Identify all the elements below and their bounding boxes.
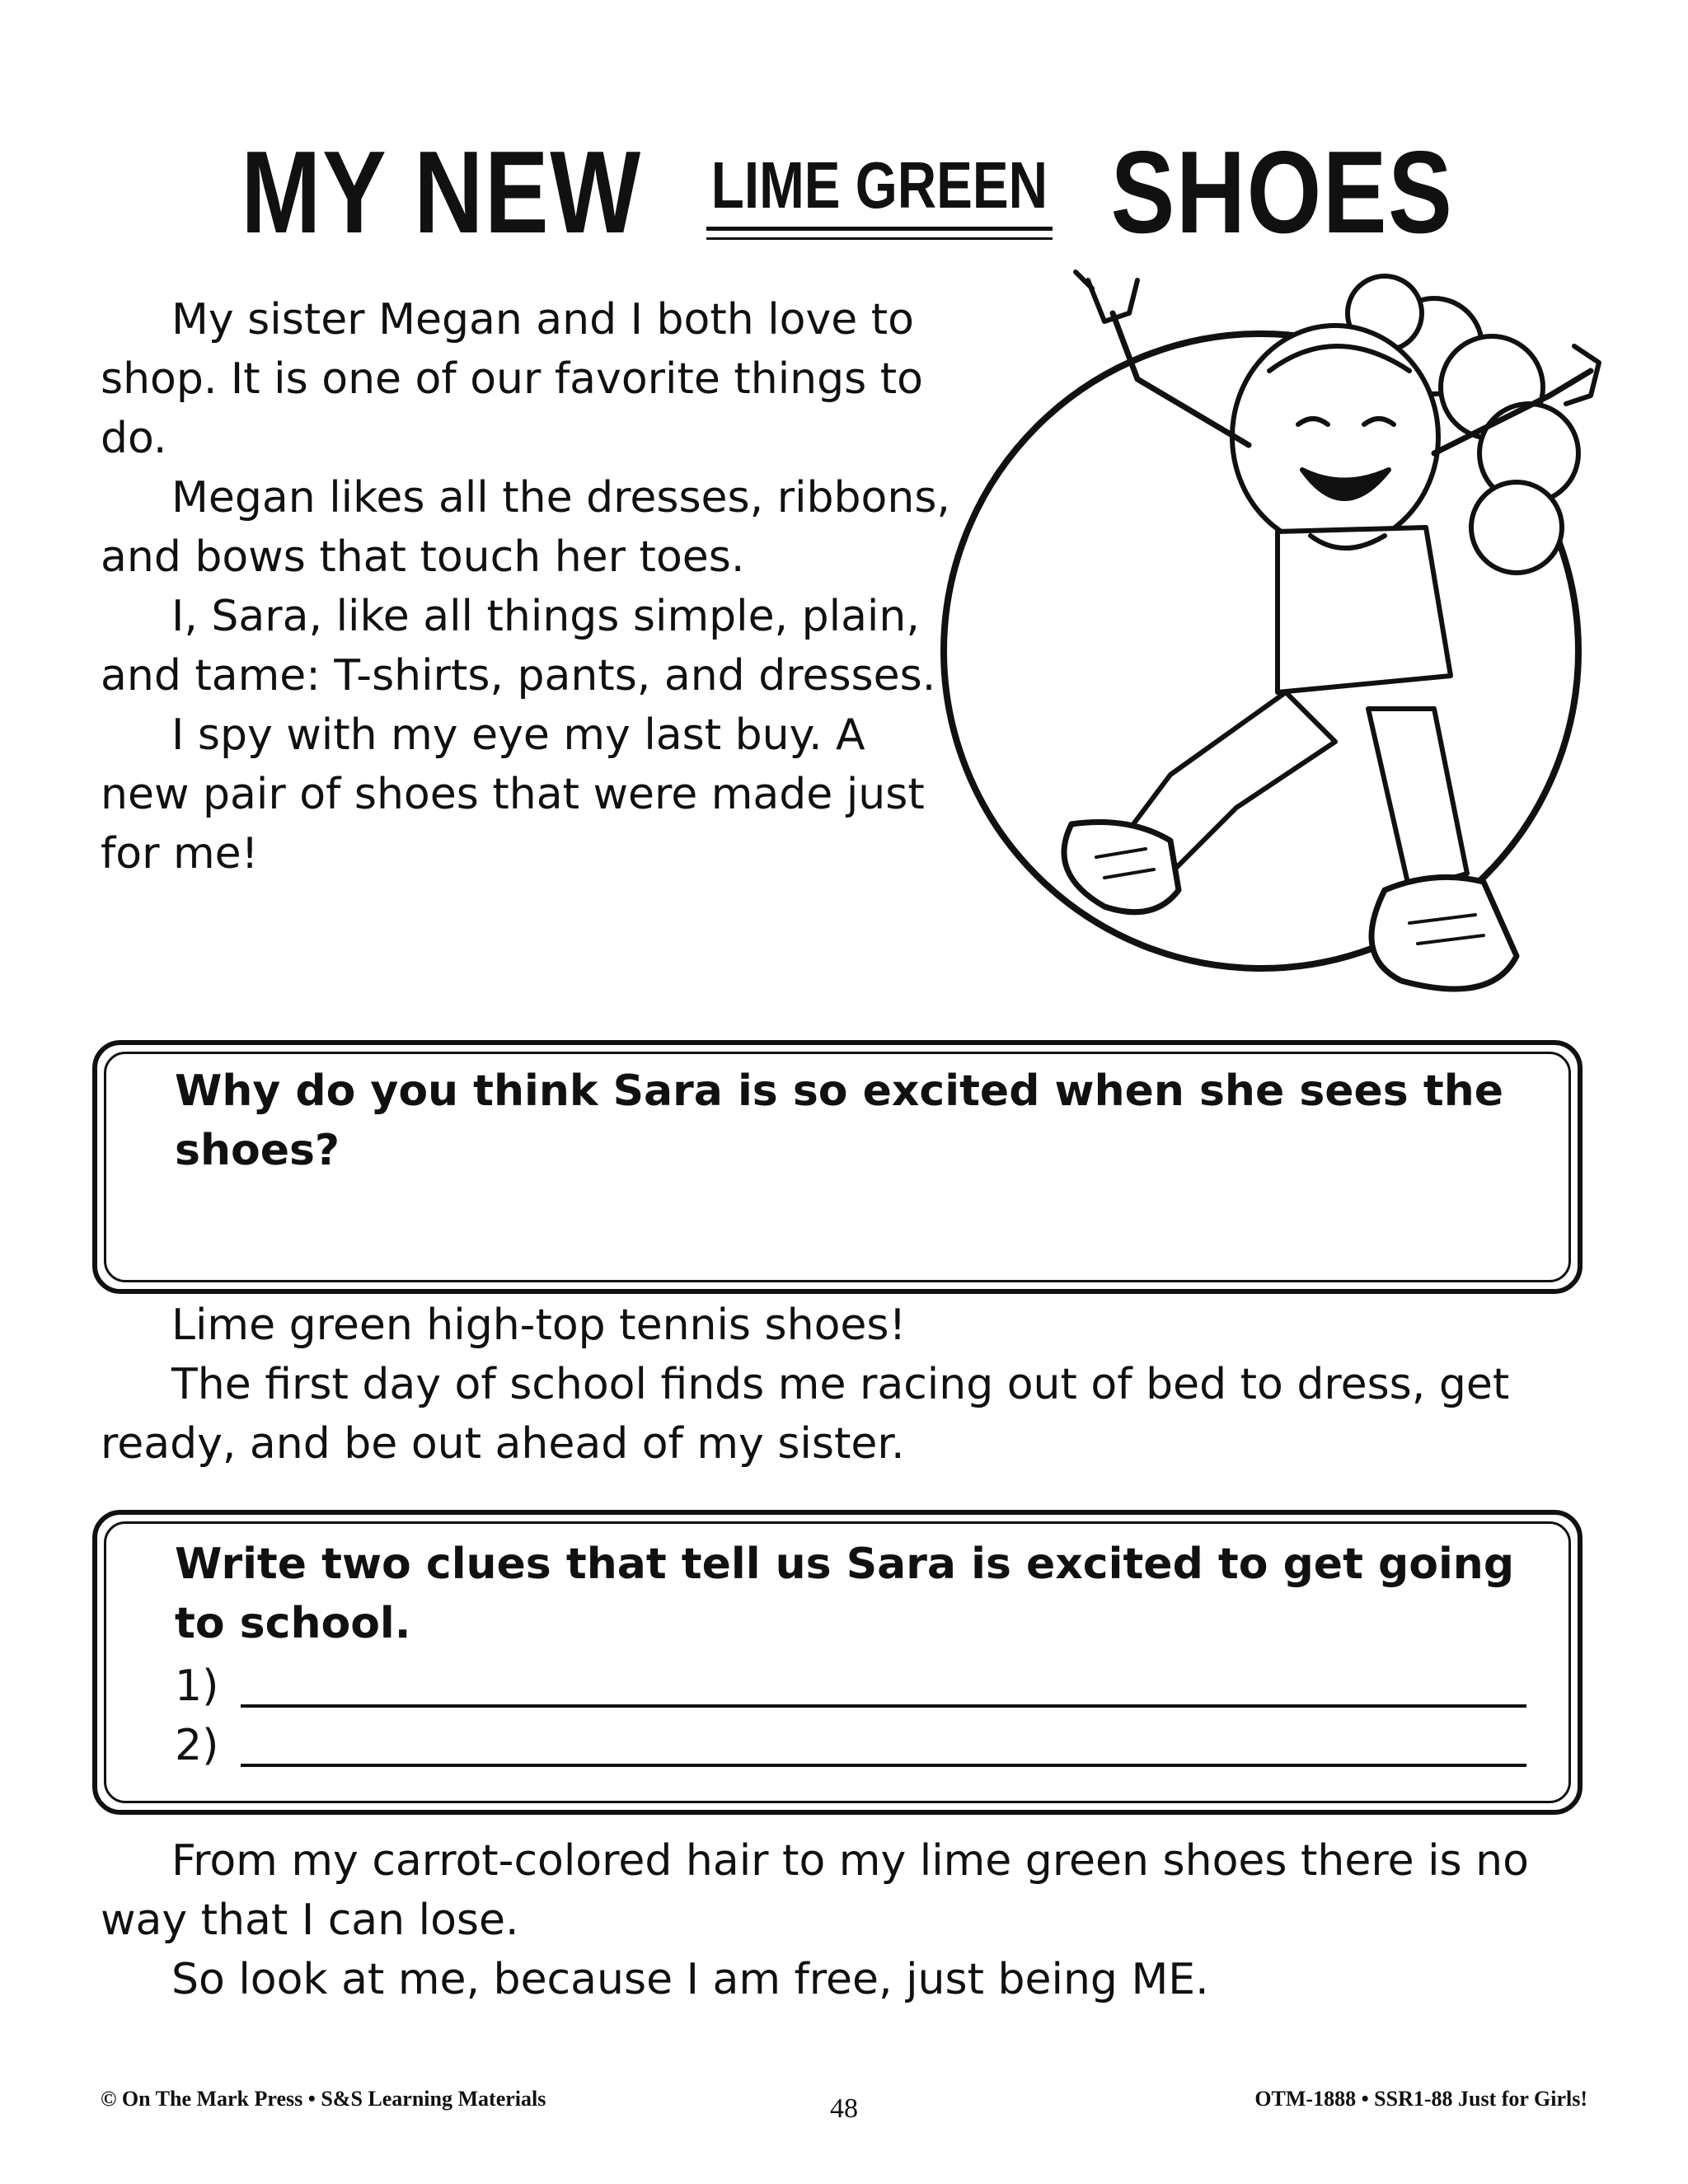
story-paragraph: Lime green high-top tennis shoes!: [171, 1301, 907, 1350]
question-1: Why do you think Sara is so excited when she sees the shoes?: [175, 1066, 1503, 1175]
head: [1232, 326, 1438, 548]
right-shoe: [1372, 877, 1517, 989]
answer-label-1: 1): [175, 1661, 219, 1711]
title-part-1: MY NEW: [241, 127, 642, 258]
answer-line-2[interactable]: [175, 1716, 1576, 1775]
story-paragraph: The first day of school finds me racing out of bed to dress, get ready, and be out ahead of my sister.: [101, 1360, 1510, 1469]
story-paragraph: My sister Megan and I both love to shop. It is one of our favorite things to do.: [101, 295, 923, 463]
story-paragraph: I spy with my eye my last buy. A new pair of shoes that were made just for me!: [101, 710, 925, 879]
title-middle: [674, 148, 1085, 251]
title-part-3: SHOES: [1110, 127, 1454, 258]
answer-blank-1[interactable]: [241, 1704, 1526, 1708]
story-section-2: [101, 1296, 1601, 1474]
footer-publisher: © On The Mark Press • S&S Learning Materials: [101, 2087, 546, 2111]
right-leg: [1368, 709, 1467, 890]
t-shirt: [1278, 527, 1451, 692]
story-section-3: [101, 1831, 1601, 2009]
page-title: [0, 95, 1688, 258]
title-underline-2: [706, 237, 1053, 240]
title-underline: [706, 227, 1053, 231]
story-paragraph: I, Sara, like all things simple, plain, and tame: T-shirts, pants, and dresses.: [101, 592, 936, 701]
story-paragraph: Megan likes all the dresses, ribbons, and bows that touch her toes.: [101, 473, 950, 582]
story-paragraph: From my carrot-colored hair to my lime green shoes there is no way that I can lose.: [101, 1836, 1529, 1945]
footer-product-code: OTM-1888 • SSR1-88 Just for Girls!: [1254, 2087, 1587, 2111]
question-2: Write two clues that tell us Sara is excited to get going to school.: [175, 1540, 1515, 1648]
answer-label-2: 2): [175, 1721, 219, 1770]
answer-line-1[interactable]: [175, 1657, 1576, 1716]
page-number: 48: [830, 2093, 858, 2124]
girl-illustration: [923, 247, 1607, 1022]
left-shoe: [1064, 823, 1179, 912]
left-hand: [1076, 272, 1137, 321]
story-paragraph: So look at me, because I am free, just being ME.: [171, 1955, 1209, 2004]
story-section-1: [101, 290, 958, 883]
title-part-2: LIME GREEN: [710, 148, 1048, 222]
answer-blank-2[interactable]: [241, 1764, 1526, 1767]
